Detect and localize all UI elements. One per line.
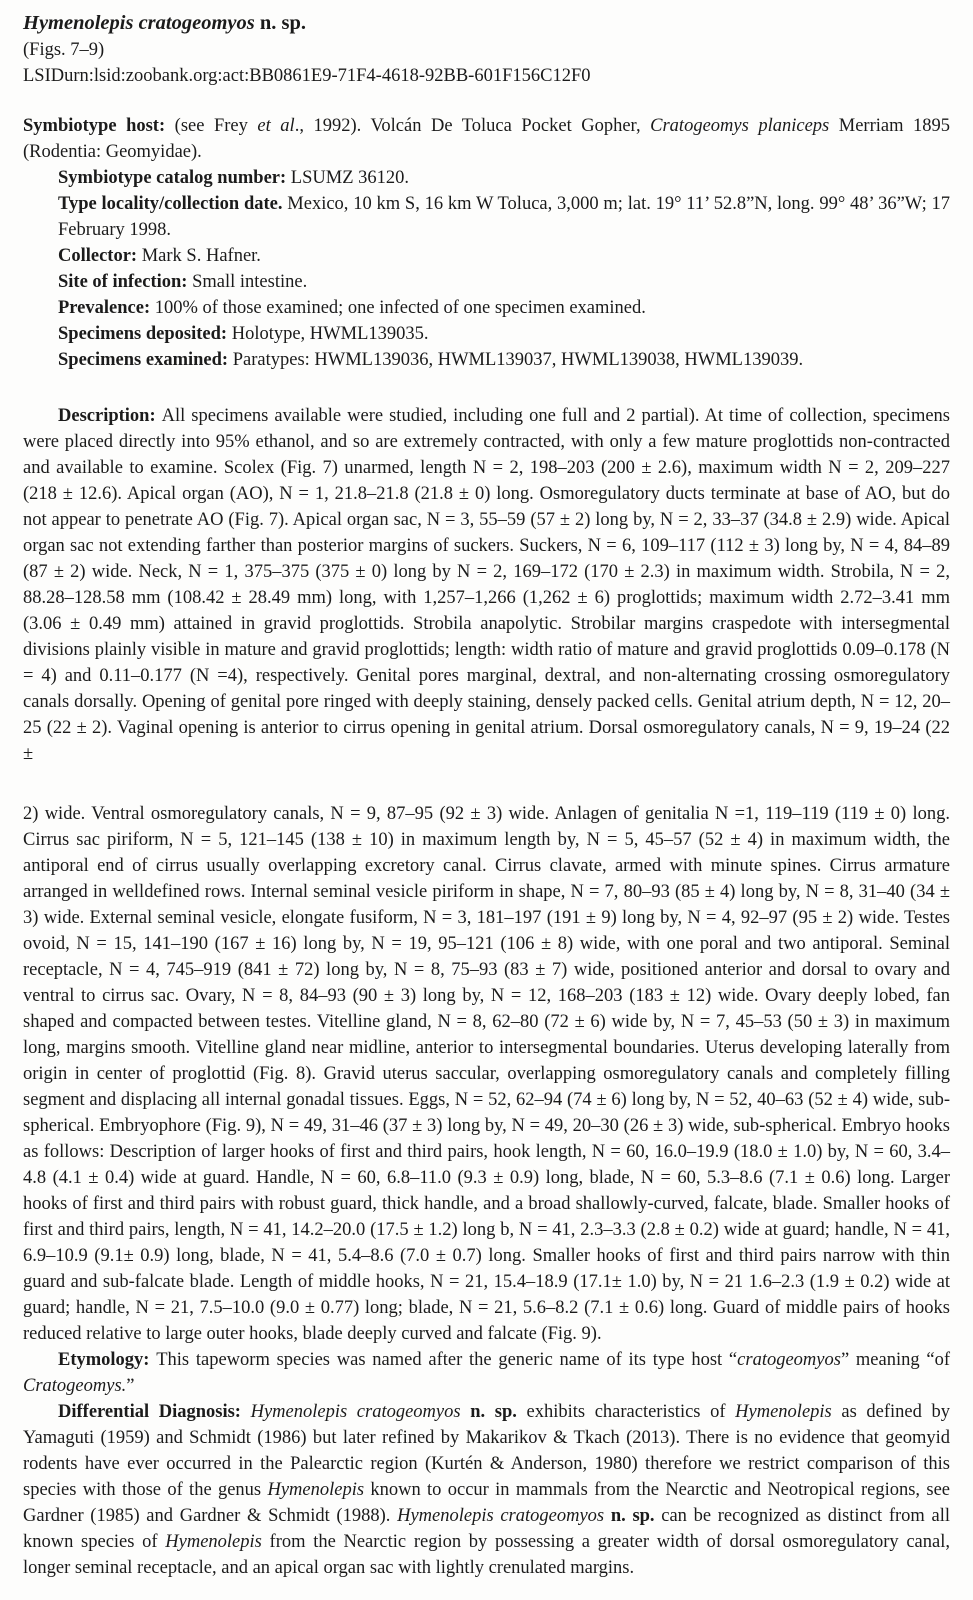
text-run: cratogeomyos [737,1350,841,1370]
species-title [23,9,950,37]
text-run: Hymenolepis cratogeomyos [23,12,255,34]
text-run: LSUMZ 36120. [290,168,409,188]
text-run: Hymenolepis cratogeomyos [397,1506,605,1526]
infection-site-line [58,269,950,295]
text-run: Hymenolepis [165,1532,262,1552]
symbiotype-host-paragraph [23,113,950,165]
text-run: n. sp. [610,1506,655,1526]
text-run: (see Frey [174,116,258,136]
text-run: ” meaning “of [840,1350,950,1370]
text-run: Site of infection: [58,272,193,292]
text-run: This tapeworm species was named after the generic name of its type host “ [156,1350,738,1370]
text-run: n. sp. [470,1402,517,1422]
text-run: ” [126,1376,135,1396]
text-run: Small intestine. [192,272,308,292]
specimens-deposited-line [58,321,950,347]
text-run: Differential Diagnosis: [58,1402,251,1422]
prevalence-line [58,295,950,321]
text-run: All specimens available were studied, including one full and 2 partial). At time of collection, specimens were placed directly into 95% ethanol, and so are extremely contracted, with only a few mature proglottids non-contracted and available to examine. Scolex (Fig. 7) unarmed, length N = 2, 198–203 (200 ± 2.6), maximum width N = 2, 209–227 (218 ± 12.6). Apical organ (AO), N = 1, 21.8–21.8 (21.8 ± 0) long. Osmoregulatory ducts terminate at base of AO, but do not appear to penetrate AO (Fig. 7). Apical organ sac, N = 3, 55–59 (57 ± 2) long by, N = 2, 33–37 (34.8 ± 2.9) wide. Apical organ sac not extending farther than posterior margins of suckers. Suckers, N = 6, 109–117 (112 ± 3) long by, N = 4, 84–89 (87 ± 2) wide. Neck, N = 1, 375–375 (375 ± 0) long by N = 2, 169–172 (170 ± 2.3) in maximum width. Strobila, N = 2, 88.28–128.58 mm (108.42 ± 28.49 mm) long, with 1,257–1,266 (1,262 ± 6) proglottids; maximum width 2.72–3.41 mm (3.06 ± 0.49 mm) attained in gravid proglottids. Strobila anapolytic. Strobilar margins craspedote with intersegmental divisions plainly visible in mature and gravid proglottids; length: width ratio of mature and gravid proglottids 0.09–0.178 (N = 4) and 0.11–0.177 (N =4), respectively. Genital pores marginal, dextral, and non-alternating crossing osmoregulatory canals dorsally. Opening of genital pore ringed with deeply staining, densely packed cells. Genital atrium depth, N = 12, 20–25 (22 ± 2). Vaginal opening is anterior to cirrus opening in genital atrium. Dorsal osmoregulatory canals, N = 9, 19–24 (22 ± [23,406,950,764]
text-run: Cratogeomys. [23,1376,127,1396]
text-run: Hymenolepis [267,1480,365,1500]
text-run: Specimens deposited: [58,324,232,344]
text-run: Cratogeomys planiceps [650,116,830,136]
text-run: 2) wide. Ventral osmoregulatory canals, N = 9, 87–95 (92 ± 3) wide. Anlagen of genitalia N =1, 119–119 (119 ± 0) long. Cirrus sac piriform, N = 5, 121–145 (138 ± 10) in maximum length by, N = 5, 45–57 (52 ± 4) in maximum width, the antiporal end of cirrus usually overlapping excretory canal. Cirrus clavate, armed with minute spines. Cirrus armature arranged in welldefined rows. Internal seminal vesicle piriform in shape, N = 7, 80–93 (85 ± 4) long by, N = 8, 31–40 (34 ± 3) wide. External seminal vesicle, elongate fusiform, N = 3, 181–197 (191 ± 9) long by, N = 4, 92–97 (95 ± 2) wide. Testes ovoid, N = 15, 141–190 (167 ± 16) long by, N = 19, 95–121 (106 ± 8) wide, with one poral and two antiporal. Seminal receptacle, N = 4, 745–919 (841 ± 72) long by, N = 8, 75–93 (83 ± 7) wide, positioned anterior and dorsal to ovary and ventral to cirrus sac. Ovary, N = 8, 84–93 (90 ± 3) long by, N = 12, 168–203 (183 ± 12) wide. Ovary deeply lobed, fan shaped and compacted between testes. Vitelline gland, N = 8, 62–80 (72 ± 6) wide by, N = 7, 45–53 (50 ± 3) in maximum long, margins smooth. Vitelline gland near midline, anterior to intersegmental boundaries. Uterus developing laterally from origin in center of proglottid (Fig. 8). Gravid uterus saccular, overlapping osmoregulatory canals and completely filling segment and displacing all internal gonadal tissues. Eggs, N = 52, 62–94 (74 ± 6) long by, N = 52, 40–63 (52 ± 4) wide, sub-spherical. Embryophore (Fig. 9), N = 49, 31–46 (37 ± 3) long by, N = 49, 20–30 (26 ± 3) wide, sub-spherical. Embryo hooks as follows: Description of larger hooks of first and third pairs, hook length, N = 60, 16.0–19.9 (18.0 ± 1.0) by, N = 60, 3.4–4.8 (4.1 ± 0.4) wide at guard. Handle, N = 60, 6.8–11.0 (9.3 ± 0.9) long, blade, N = 60, 5.3–8.6 (7.1 ± 0.6) long. Larger hooks of first and third pairs with robust guard, thick handle, and a broad shallowly-curved, falcate, blade. Smaller hooks of first and third pairs, length, N = 41, 14.2–20.0 (17.5 ± 1.2) long b, N = 41, 2.3–3.3 (2.8 ± 0.2) wide at guard; handle, N = 41, 6.9–10.9 (9.1± 0.9) long, blade, N = 41, 5.4–8.6 (7.0 ± 0.7) long. Smaller hooks of first and third pairs narrow with thin guard and sub-falcate blade. Length of middle hooks, N = 21, 15.4–18.9 (17.1± 1.0) by, N = 21 1.6–2.3 (1.9 ± 0.2) wide at guard; handle, N = 21, 7.5–10.0 (9.0 ± 0.77) long; blade, N = 21, 5.6–8.2 (7.1 ± 0.6) long. Guard of middle pairs of hooks reduced relative to large outer hooks, blade deeply curved and falcate (Fig. 9). [23,804,950,1344]
text-run: Holotype, HWML139035. [231,324,429,344]
lsid-line: LSIDurn:lsid:zoobank.org:act:BB0861E9-71F4-4618-92BB-601F156C12F0 [23,66,591,86]
text-run: Prevalence: [58,298,155,318]
collector-line [58,243,950,269]
specimens-examined-line [58,347,950,373]
text-run: et al [257,116,295,136]
text-run [604,1506,611,1526]
type-locality-paragraph [58,191,950,243]
text-run: Symbiotype catalog number: [58,168,291,188]
text-run: Description: [58,406,162,426]
figures-reference: (Figs. 7–9) [23,40,105,60]
text-run: Symbiotype host: [23,116,175,136]
text-run: Etymology: [58,1350,157,1370]
text-run: exhibits characteristics of [516,1402,736,1422]
text-run: can be recognized as distinct from all known species of [23,1506,950,1552]
text-run: 100% of those examined; one infected of one specimen examined. [154,298,646,318]
text-run: Paratypes: HWML139036, HWML139037, HWML139038, HWML139039. [232,350,804,370]
text-run: n. sp. [254,12,307,34]
text-run: Type locality/collection date. [58,194,288,214]
text-run [461,1402,471,1422]
description-paragraph-1 [23,403,950,767]
text-run: Hymenolepis cratogeomyos [250,1402,461,1422]
etymology-paragraph [23,1347,950,1399]
text-run: Hymenolepis [735,1402,832,1422]
text-run: Mark S. Hafner. [141,246,261,266]
text-run: known to occur in mammals from the Nearctic and Neotropical regions, see Gardner (1985) and Gardner & Schmidt (1988). [23,1480,950,1526]
text-run: as defined by Yamaguti (1959) and Schmidt (1986) but later refined by Makarikov & Tkach (2013). There is no evidence that geomyid rodents have ever occurred in the Palearctic region (Kurtén & Anderson, 1980) therefore we restrict comparison of this species with those of the genus [23,1402,951,1500]
text-run: Mexico, 10 km S, 16 km W Toluca, 3,000 m; lat. 19° 11’ 52.8”N, long. 99° 48’ 36”W; 17 February 1998. [58,194,950,240]
description-paragraph-2 [23,801,950,1347]
text-run: Merriam 1895 (Rodentia: Geomyidae). [23,116,951,162]
text-run: ., 1992). Volcán De Toluca Pocket Gopher, [294,116,651,136]
text-run: Collector: [58,246,142,266]
differential-diagnosis-paragraph [23,1399,950,1581]
text-run: from the Nearctic region by possessing a greater width of dorsal osmoregulatory canal, longer seminal receptacle, and an apical organ sac with lightly crenulated margins. [23,1532,950,1578]
text-run: Specimens examined: [58,350,233,370]
catalog-number-line [58,165,950,191]
